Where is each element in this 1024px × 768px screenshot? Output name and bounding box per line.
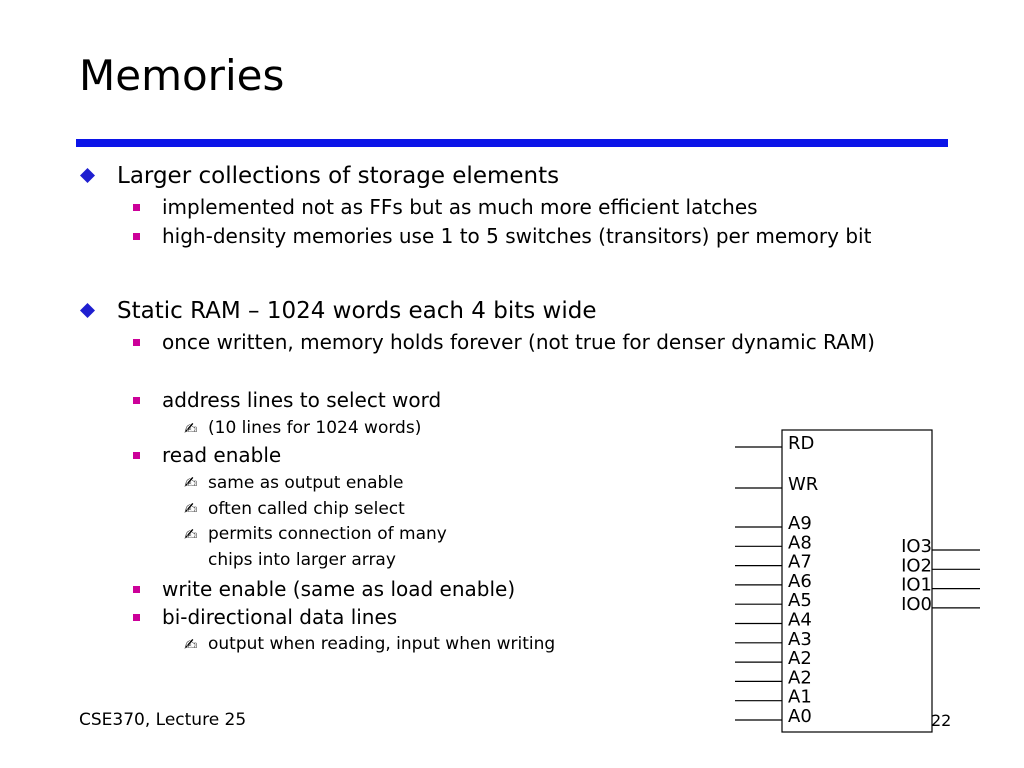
detail-many-chips-1: permits connection of many — [208, 524, 447, 544]
sub-bullet-address-lines: address lines to select word — [162, 388, 442, 412]
sub-bullet-read-enable: read enable — [162, 443, 282, 467]
pin-a2-8-label: A2 — [788, 667, 812, 689]
pin-a3-6-label: A3 — [788, 628, 812, 650]
sub-bullet-bidirectional: bi-directional data lines — [162, 605, 398, 629]
pin-rd-label: RD — [788, 433, 815, 454]
arrow-bullet-icon: ✍ — [184, 473, 198, 492]
pin-a1-9-label: A1 — [788, 686, 812, 708]
arrow-bullet-icon: ✍ — [184, 635, 198, 654]
sub-bullet-once-written: once written, memory holds forever (not true for denser dynamic RAM) — [162, 330, 875, 354]
pin-io1-label: IO1 — [901, 574, 932, 596]
pin-io0-label: IO0 — [901, 593, 932, 615]
arrow-bullet-icon: ✍ — [184, 525, 198, 544]
arrow-bullet-icon: ✍ — [184, 419, 198, 438]
pin-io2-label: IO2 — [901, 555, 932, 577]
pin-a5-4-label: A5 — [788, 590, 812, 612]
pin-a8-1-label: A8 — [788, 532, 812, 554]
pin-wr-label: WR — [788, 474, 819, 495]
detail-output-enable: same as output enable — [208, 473, 404, 493]
pin-a9-0-label: A9 — [788, 513, 812, 534]
pin-io3-label: IO3 — [901, 536, 932, 557]
sub-bullet-write-enable: write enable (same as load enable) — [162, 577, 516, 601]
pin-a2-7-label: A2 — [788, 648, 812, 670]
pin-a6-3-label: A6 — [788, 570, 812, 592]
bullet-static-ram: Static RAM – 1024 words each 4 bits wide — [117, 298, 597, 324]
sub-bullet-high-density: high-density memories use 1 to 5 switches (transitors) per memory bit — [162, 224, 872, 248]
pin-a7-2-label: A7 — [788, 551, 812, 573]
detail-many-chips-2: chips into larger array — [208, 550, 396, 570]
sub-bullet-latches: implemented not as FFs but as much more efficient latches — [162, 195, 758, 219]
footer-course: CSE370, Lecture 25 — [79, 710, 247, 730]
detail-output-input: output when reading, input when writing — [208, 634, 556, 654]
detail-ten-lines: (10 lines for 1024 words) — [208, 418, 422, 438]
slide-title: Memories — [79, 51, 285, 100]
bullet-larger-collections: Larger collections of storage elements — [117, 163, 560, 189]
arrow-bullet-icon: ✍ — [184, 499, 198, 518]
detail-chip-select: often called chip select — [208, 499, 405, 519]
pin-a4-5-label: A4 — [788, 609, 812, 631]
pin-a0-10-label: A0 — [788, 706, 812, 727]
page-number: 22 — [931, 711, 952, 730]
